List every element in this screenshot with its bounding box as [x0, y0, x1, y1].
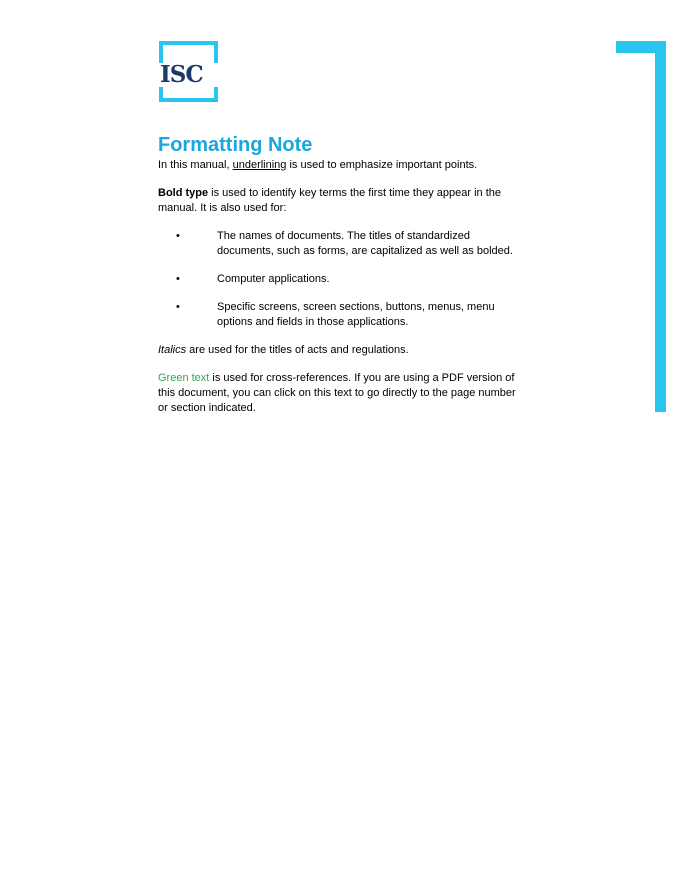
bold-para-text: is used to identify key terms the first time they appear in the manual. It is also used for: [158, 187, 501, 214]
list-item [158, 229, 528, 259]
isc-logo-text: ISC [159, 63, 220, 87]
decorative-side-bracket [616, 41, 666, 412]
bullet-icon: • [176, 230, 180, 242]
bullet-icon: • [176, 273, 180, 285]
underlined-term: underlining [232, 159, 287, 171]
green-text-paragraph [158, 371, 528, 416]
bullet-list [158, 229, 528, 330]
bold-type-paragraph [158, 186, 528, 216]
green-para-text: is used for cross-references. If you are using a PDF version of this document, you can click on this text to go directly to the page number or section indicated. [158, 372, 516, 414]
list-item [158, 272, 528, 287]
bullet-icon: • [176, 301, 180, 313]
italic-term: Italics [158, 344, 187, 356]
green-term-link[interactable]: Green text [158, 372, 210, 384]
list-item-text: The names of documents. The titles of standardized documents, such as forms, are capitalized as well as bolded. [217, 230, 513, 257]
intro-text-before: In this manual, [158, 159, 233, 171]
page-title: Formatting Note [158, 134, 313, 156]
italics-para-text: are used for the titles of acts and regulations. [186, 344, 409, 356]
bold-term: Bold type [158, 187, 209, 199]
intro-text-after: is used to emphasize important points. [286, 159, 478, 171]
side-bracket-right [655, 41, 666, 412]
document-content [158, 133, 528, 416]
intro-paragraph [158, 158, 528, 173]
list-item-text: Specific screens, screen sections, buttons, menus, menu options and fields in those applications. [217, 301, 495, 328]
list-item-text: Computer applications. [217, 273, 330, 285]
list-item [158, 300, 528, 330]
italics-paragraph [158, 343, 528, 358]
isc-logo [159, 41, 218, 102]
